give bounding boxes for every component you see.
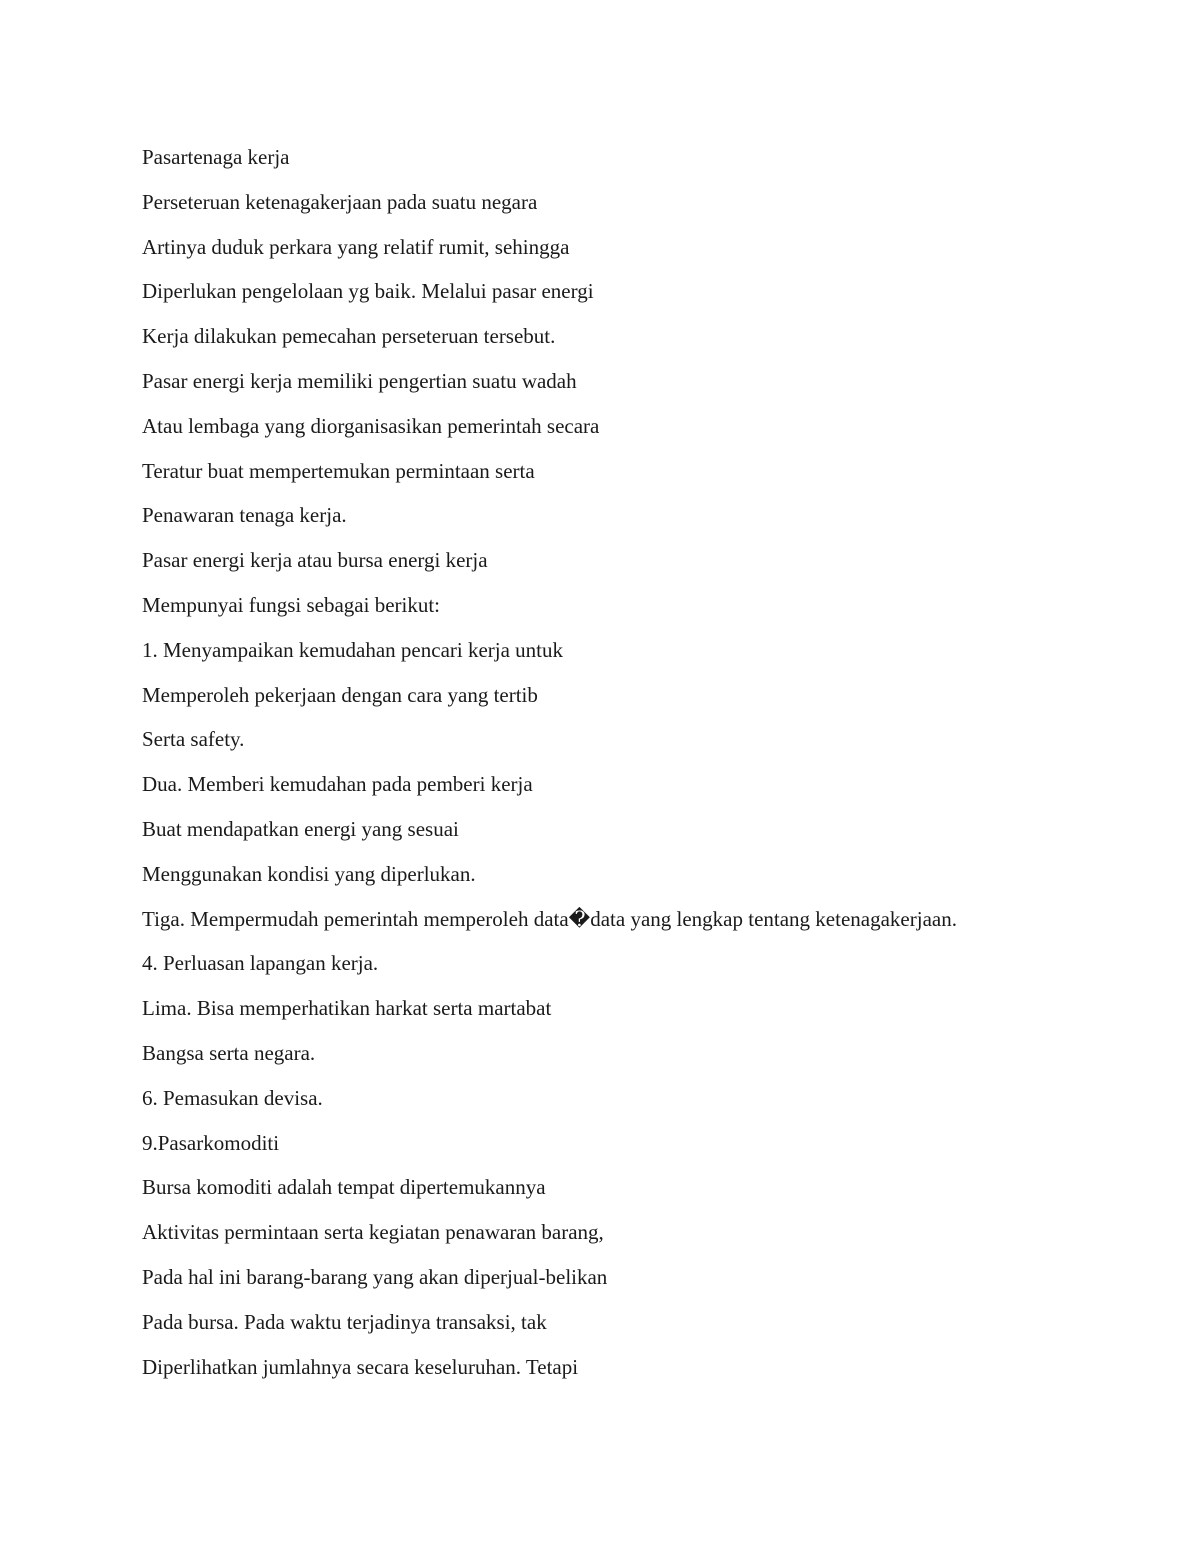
text-line: 9.Pasarkomoditi — [142, 1130, 280, 1155]
text-line: Perseteruan ketenagakerjaan pada suatu negara — [142, 189, 538, 214]
text-line: Lima. Bisa memperhatikan harkat serta martabat — [142, 996, 552, 1021]
text-line: Pada bursa. Pada waktu terjadinya transaksi, tak — [142, 1309, 547, 1334]
text-line: Serta safety. — [142, 727, 245, 752]
text-line: 6. Pemasukan devisa. — [142, 1085, 323, 1110]
text-line: Memperoleh pekerjaan dengan cara yang tertib — [142, 682, 538, 707]
text-line: Penawaran tenaga kerja. — [142, 503, 347, 528]
text-line: Pasar energi kerja memiliki pengertian suatu wadah — [142, 368, 577, 393]
text-line: Pada hal ini barang-barang yang akan diperjual-belikan — [142, 1264, 608, 1289]
text-line: Bursa komoditi adalah tempat dipertemukannya — [142, 1175, 546, 1200]
text-line: Aktivitas permintaan serta kegiatan penawaran barang, — [142, 1220, 604, 1245]
text-line: Kerja dilakukan pemecahan perseteruan tersebut. — [142, 324, 556, 349]
text-line: Mempunyai fungsi sebagai berikut: — [142, 592, 441, 617]
text-line: Diperlihatkan jumlahnya secara keseluruhan. Tetapi — [142, 1354, 579, 1379]
text-line: Atau lembaga yang diorganisasikan pemerintah secara — [142, 413, 600, 438]
text-line: Dua. Memberi kemudahan pada pemberi kerja — [142, 772, 533, 797]
text-line: Diperlukan pengelolaan yg baik. Melalui pasar energi — [142, 279, 594, 304]
text-line: Buat mendapatkan energi yang sesuai — [142, 816, 459, 841]
text-line: Tiga. Mempermudah pemerintah memperoleh data�data yang lengkap tentang ketenagakerjaan. — [142, 906, 957, 931]
text-line: Pasartenaga kerja — [142, 145, 290, 169]
text-line: Bangsa serta negara. — [142, 1040, 316, 1065]
text-line: Teratur buat mempertemukan permintaan serta — [142, 458, 535, 483]
text-line: Menggunakan kondisi yang diperlukan. — [142, 861, 476, 886]
document-body — [142, 141, 1142, 1395]
text-line: Pasar energi kerja atau bursa energi kerja — [142, 548, 488, 573]
text-line: Artinya duduk perkara yang relatif rumit, sehingga — [142, 234, 570, 259]
text-line: 1. Menyampaikan kemudahan pencari kerja untuk — [142, 637, 564, 662]
text-line: 4. Perluasan lapangan kerja. — [142, 951, 379, 976]
